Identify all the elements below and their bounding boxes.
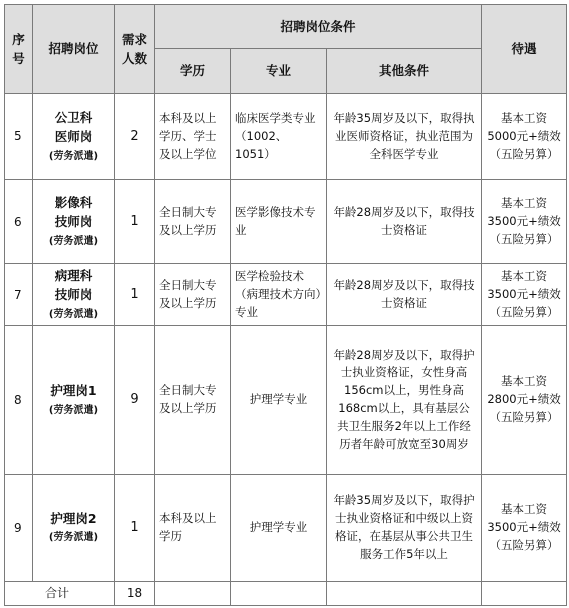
pay-line: （五险另算） xyxy=(489,146,559,161)
position-cell xyxy=(33,264,115,326)
pay-line: 基本工资 xyxy=(501,269,548,284)
total-row xyxy=(5,581,567,605)
row-education: 本科及以上学历、学士及以上学位 xyxy=(155,94,231,180)
row-other-conditions: 年龄35周岁及以下，取得执业医师资格证，执业范围为全科医学专业 xyxy=(327,94,482,180)
row-education: 全日制大专及以上学历 xyxy=(155,326,231,474)
pay-line: 基本工资 xyxy=(501,196,548,211)
pay-line: 2800元+绩效 xyxy=(487,392,561,407)
row-education: 本科及以上学历 xyxy=(155,474,231,581)
position-note: (劳务派遣) xyxy=(48,150,99,162)
position-name: 护理岗2 xyxy=(50,510,97,526)
row-pay xyxy=(482,264,567,326)
position-name: 技师岗 xyxy=(54,287,93,303)
row-seq: 5 xyxy=(5,94,33,180)
header-other: 其他条件 xyxy=(327,49,482,94)
position-name: 医师岗 xyxy=(54,128,93,144)
header-count: 需求人数 xyxy=(115,5,155,94)
position-name: 护理岗1 xyxy=(50,382,97,398)
position-cell xyxy=(33,326,115,474)
table-row xyxy=(5,180,567,264)
row-count: 1 xyxy=(115,180,155,264)
total-empty xyxy=(482,581,567,605)
table-row xyxy=(5,94,567,180)
position-cell xyxy=(33,180,115,264)
pay-line: 5000元+绩效 xyxy=(487,128,561,143)
row-count: 2 xyxy=(115,94,155,180)
row-pay xyxy=(482,94,567,180)
total-empty xyxy=(231,581,327,605)
position-name: 公卫科 xyxy=(54,110,93,126)
table-row xyxy=(5,326,567,474)
row-count: 1 xyxy=(115,264,155,326)
row-pay xyxy=(482,326,567,474)
row-other-conditions: 年龄28周岁及以下，取得技士资格证 xyxy=(327,180,482,264)
row-education: 全日制大专及以上学历 xyxy=(155,264,231,326)
total-empty xyxy=(327,581,482,605)
header-row-1 xyxy=(5,5,567,49)
pay-line: 基本工资 xyxy=(501,502,548,517)
pay-line: 3500元+绩效 xyxy=(487,213,561,228)
row-count: 9 xyxy=(115,326,155,474)
row-pay xyxy=(482,474,567,581)
table-row xyxy=(5,474,567,581)
pay-line: 基本工资 xyxy=(501,110,548,125)
pay-line: （五险另算） xyxy=(489,410,559,424)
row-other-conditions: 年龄35周岁及以下，取得护士执业资格证和中级以上资格证，在基层从事公共卫生服务工作5年以上 xyxy=(327,474,482,581)
header-major: 专业 xyxy=(231,49,327,94)
row-major: 医学检验技术（病理技术方向）专业 xyxy=(231,264,327,326)
row-education: 全日制大专及以上学历 xyxy=(155,180,231,264)
position-note: (劳务派遣) xyxy=(48,308,99,320)
position-cell xyxy=(33,94,115,180)
row-seq: 6 xyxy=(5,180,33,264)
position-note: (劳务派遣) xyxy=(48,404,99,416)
row-seq: 7 xyxy=(5,264,33,326)
row-major: 护理学专业 xyxy=(231,326,327,474)
pay-line: （五险另算） xyxy=(489,304,559,319)
header-seq: 序号 xyxy=(5,5,33,94)
pay-line: （五险另算） xyxy=(489,537,559,552)
position-name: 技师岗 xyxy=(54,214,93,230)
row-other-conditions: 年龄28周岁及以下，取得技士资格证 xyxy=(327,264,482,326)
pay-line: 3500元+绩效 xyxy=(487,519,561,534)
row-other-conditions: 年龄28周岁及以下，取得护士执业资格证，女性身高156cm以上，男性身高168cm以上，具有基层公共卫生服务2年以上工作经历者年龄可放宽至30周岁 xyxy=(327,326,482,474)
header-position: 招聘岗位 xyxy=(33,5,115,94)
total-empty xyxy=(155,581,231,605)
pay-line: （五险另算） xyxy=(489,231,559,246)
recruitment-table xyxy=(4,4,567,606)
position-cell xyxy=(33,474,115,581)
position-name: 影像科 xyxy=(54,195,93,211)
table-row xyxy=(5,264,567,326)
header-conditions: 招聘岗位条件 xyxy=(155,5,482,49)
row-count: 1 xyxy=(115,474,155,581)
header-education: 学历 xyxy=(155,49,231,94)
pay-line: 3500元+绩效 xyxy=(487,287,561,302)
row-major: 医学影像技术专业 xyxy=(231,180,327,264)
row-major: 临床医学类专业（1002、1051） xyxy=(231,94,327,180)
position-note: (劳务派遣) xyxy=(48,532,99,544)
row-seq: 9 xyxy=(5,474,33,581)
position-name: 病理科 xyxy=(54,268,93,284)
row-seq: 8 xyxy=(5,326,33,474)
header-pay: 待遇 xyxy=(482,5,567,94)
total-label: 合计 xyxy=(5,581,115,605)
pay-line: 基本工资 xyxy=(501,374,548,389)
total-count: 18 xyxy=(115,581,155,605)
position-note: (劳务派遣) xyxy=(48,235,99,247)
row-major: 护理学专业 xyxy=(231,474,327,581)
row-pay xyxy=(482,180,567,264)
